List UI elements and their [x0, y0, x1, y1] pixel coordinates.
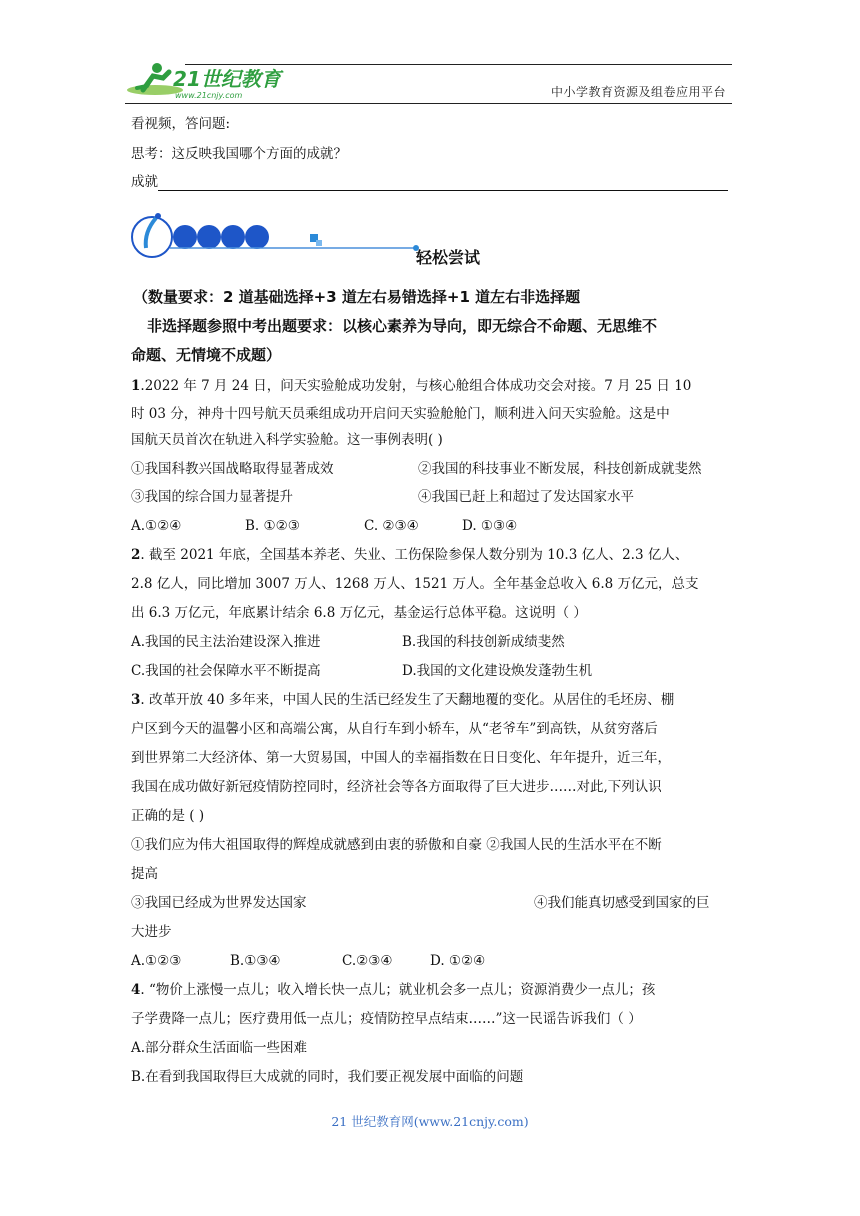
answer-blank[interactable] — [158, 177, 728, 191]
q1-line-1: 1.2022 年 7 月 24 日，问天实验舱成功发射，与核心舱组合体成功交会对接。7 月 25 日 10 — [131, 378, 692, 394]
q1-option-4: ④我国已赶上和超过了发达国家水平 — [418, 489, 634, 505]
q3-option-4-cont: 大进步 — [131, 924, 172, 940]
q3-choice-c[interactable]: C.②③④ — [342, 953, 393, 969]
q3-option-4: ④我们能真切感受到国家的巨 — [534, 895, 710, 911]
q3-option-1-2: ①我们应为伟大祖国取得的辉煌成就感到由衷的骄傲和自豪 ②我国人民的生活水平在不断 — [131, 837, 662, 853]
requirement-line-1: （数量要求：2 道基础选择+3 道左右易错选择+1 道左右非选择题 — [133, 288, 581, 306]
q1-choice-b[interactable]: B. ①②③ — [245, 518, 300, 534]
platform-label: 中小学教育资源及组卷应用平台 — [550, 85, 726, 99]
q3-line-4: 我国在成功做好新冠疫情防控同时，经济社会等各方面取得了巨大进步……对此,下列认识 — [131, 779, 662, 795]
q2-number: 2 — [131, 547, 141, 563]
q4-number: 4 — [131, 982, 141, 998]
q3-line-1: 3. 改革开放 40 多年来，中国人民的生活已经发生了天翻地覆的变化。从居住的毛坯房、棚 — [131, 692, 675, 708]
q2-choice-c[interactable]: C.我国的社会保障水平不断提高 — [131, 663, 321, 679]
q1-option-3: ③我国的综合国力显著提升 — [131, 489, 293, 505]
q2-line-1: 2. 截至 2021 年底，全国基本养老、失业、工伤保险参保人数分别为 10.3 亿人、2.3 亿人、 — [131, 547, 689, 563]
q3-option-3: ③我国已经成为世界发达国家 — [131, 895, 307, 911]
q1-number: 1 — [131, 378, 141, 394]
q4-line-2: 子学费降一点儿；医疗费用低一点儿；疫情防控早点结束……”这一民谣告诉我们（ ） — [131, 1011, 642, 1027]
q3-number: 3 — [131, 692, 141, 708]
q1-option-1: ①我国科教兴国战略取得显著成效 — [131, 461, 334, 477]
q1-line-2: 时 03 分，神舟十四号航天员乘组成功开启问天实验舱舱门，顺利进入问天实验舱。这是中 — [131, 406, 670, 422]
q4-choice-a[interactable]: A.部分群众生活面临一些困难 — [131, 1040, 308, 1056]
logo-text: 21世纪教育 — [173, 67, 281, 91]
q3-choice-d[interactable]: D. ①②④ — [430, 953, 486, 969]
logo-url: www.21cnjy.com — [175, 91, 243, 100]
page-footer[interactable]: 21 世纪教育网(www.21cnjy.com) — [331, 1114, 529, 1129]
header-bottom-rule — [125, 103, 732, 104]
q2-choice-d[interactable]: D.我国的文化建设焕发蓬勃生机 — [402, 663, 593, 679]
section-title: 轻松尝试 — [416, 248, 481, 267]
think-question: 思考：这反映我国哪个方面的成就？ — [131, 146, 347, 162]
q3-option-2-cont: 提高 — [131, 866, 158, 882]
q1-choice-c[interactable]: C. ②③④ — [364, 518, 419, 534]
requirement-line-2: 非选择题参照中考出题要求：以核心素养为导向，即无综合不命题、无思维不 — [147, 317, 658, 335]
page-header — [125, 58, 732, 104]
q3-choice-b[interactable]: B.①③④ — [230, 953, 281, 969]
q2-line-3: 出 6.3 万亿元，年底累计结余 6.8 万亿元，基金运行总体平稳。这说明（ ） — [131, 605, 587, 621]
q2-choice-b[interactable]: B.我国的科技创新成绩斐然 — [402, 634, 565, 650]
q1-choice-a[interactable]: A.①②④ — [131, 518, 182, 534]
q1-option-2: ②我国的科技事业不断发展，科技创新成就斐然 — [418, 461, 702, 477]
site-logo — [125, 60, 295, 102]
q3-line-5: 正确的是 ( ) — [131, 808, 205, 824]
achievement-label: 成就 — [131, 174, 158, 190]
q3-line-3: 到世界第二大经济体、第一大贸易国，中国人的幸福指数在日日变化、年年提升，近三年， — [131, 750, 671, 766]
q2-choice-a[interactable]: A.我国的民主法治建设深入推进 — [131, 634, 321, 650]
q3-line-2: 户区到今天的温馨小区和高端公寓，从自行车到小轿车，从“老爷车”到高铁，从贫穷落后 — [131, 721, 658, 737]
q1-line-3: 国航天员首次在轨进入科学实验舱。这一事例表明( ) — [131, 432, 443, 448]
q3-choice-a[interactable]: A.①②③ — [131, 953, 182, 969]
q1-choice-d[interactable]: D. ①③④ — [462, 518, 518, 534]
q4-choice-b[interactable]: B.在看到我国取得巨大成就的同时，我们要正视发展中面临的问题 — [131, 1069, 524, 1085]
q4-line-1: 4. “物价上涨慢一点儿；收入增长快一点儿；就业机会多一点儿；资源消费少一点儿；孩 — [131, 982, 656, 998]
requirement-line-3: 命题、无情境不成题） — [131, 346, 282, 364]
watch-video-prompt: 看视频，答问题: — [131, 116, 231, 132]
achievement-line — [131, 173, 728, 191]
q2-line-2: 2.8 亿人，同比增加 3007 万人、1268 万人、1521 万人。全年基金总收入 6.8 万亿元，总支 — [131, 576, 699, 592]
